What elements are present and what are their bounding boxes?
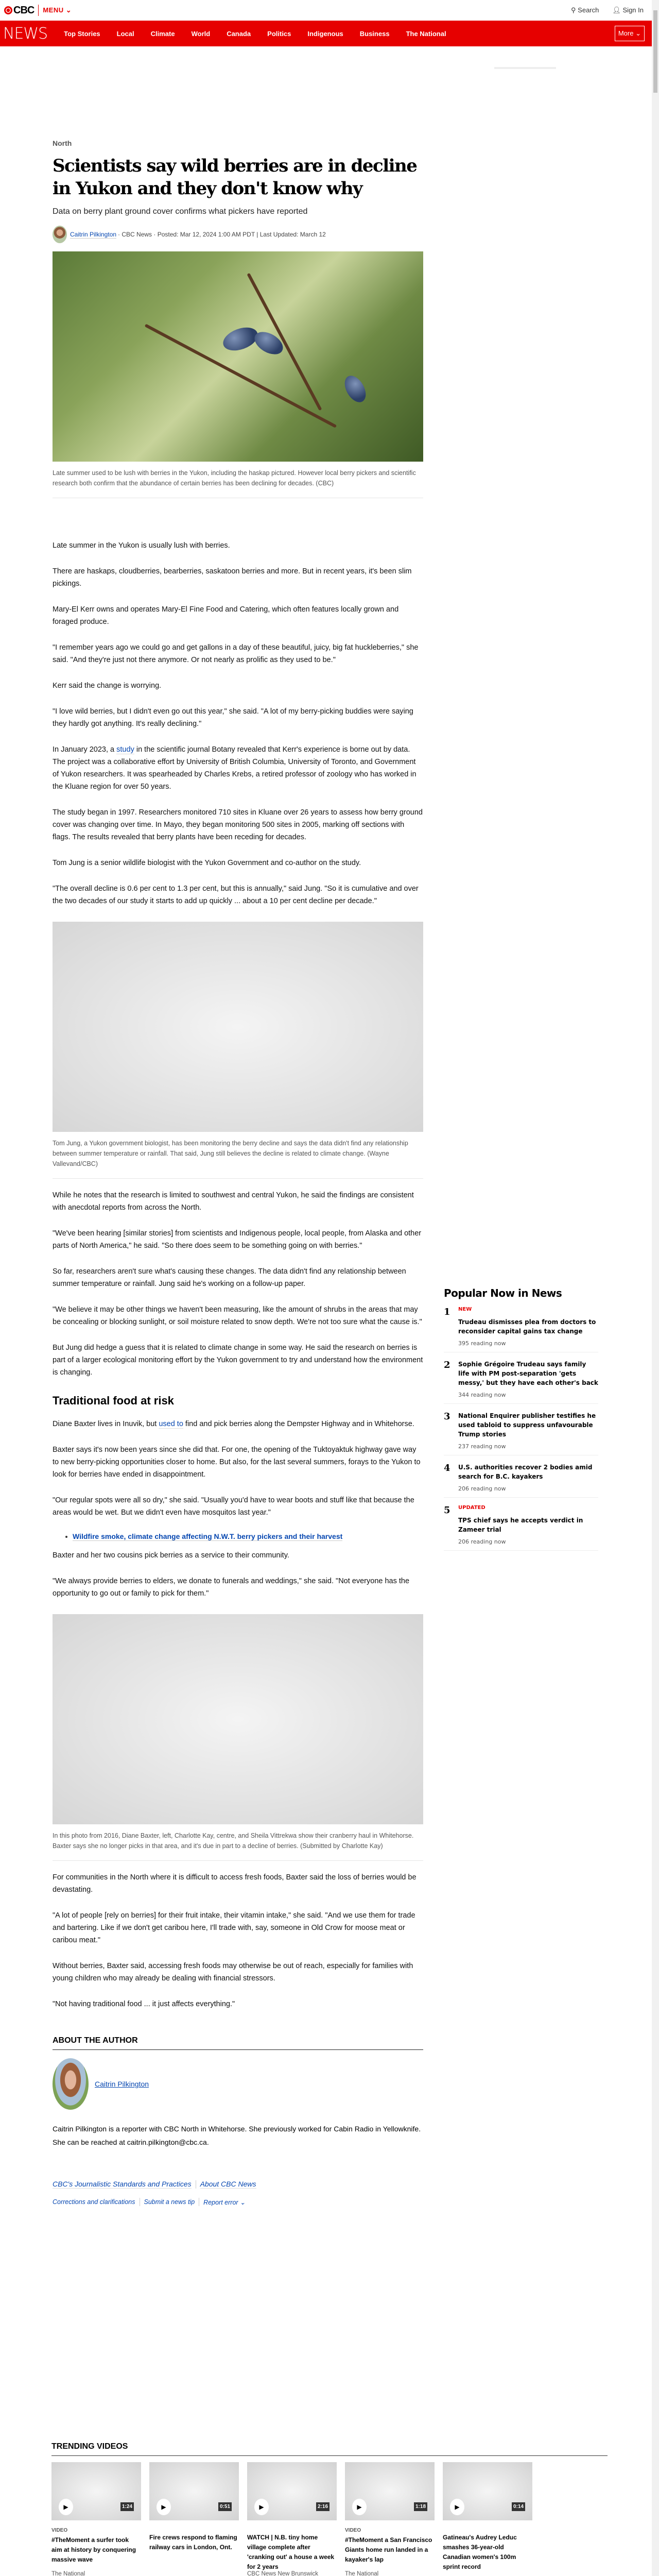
nav-politics[interactable]: Politics — [267, 29, 291, 38]
search-icon: ⚲ — [571, 6, 576, 14]
scrollbar[interactable] — [652, 0, 659, 2576]
card-source — [51, 2571, 85, 2576]
paragraph: But Jung did hedge a guess that it is related to climate change in some way. He said the research on berries is part of a larger ecological monitoring effort by the Yukon government to try and understand how the environment is changing. — [53, 1344, 423, 1377]
content-card[interactable] — [443, 2462, 532, 2576]
about-author — [53, 2058, 423, 2110]
reading-count: 395 reading now — [458, 1340, 506, 1347]
card-thumbnail[interactable] — [345, 2462, 435, 2520]
headline: Scientists say wild berries are in decline in Yukon and they don't know why — [53, 156, 417, 199]
signin-button[interactable] — [612, 6, 644, 14]
berry-shape — [340, 372, 370, 405]
play-icon[interactable]: ▶ — [157, 2499, 171, 2515]
content-card[interactable] — [345, 2462, 435, 2576]
related-link-item — [65, 1532, 423, 1541]
author-photo — [53, 2058, 89, 2110]
card-title[interactable]: Gatineau's Audrey Leduc smashes 36-year-old Canadian women's 100m sprint record — [443, 2534, 517, 2570]
popular-body — [458, 1411, 598, 1450]
play-icon[interactable]: ▶ — [254, 2499, 269, 2515]
card-thumbnail[interactable] — [247, 2462, 337, 2520]
popular-title[interactable]: Sophie Grégoire Trudeau says family life with PM post-separation 'gets messy,' but they have each other's back — [458, 1361, 598, 1386]
top-bar — [0, 0, 659, 21]
popular-rank: 1 — [444, 1307, 450, 1317]
news-nav — [0, 21, 652, 46]
paragraph — [53, 743, 423, 793]
paragraph: "We've been hearing [similar stories] from scientists and Indigenous people, local people, from Alaska and other parts of North America," he said. "So there does seem to be something going on with berries." — [53, 1229, 422, 1250]
corrections-link[interactable]: Corrections and clarifications — [53, 2198, 135, 2206]
paragraph: "I love wild berries, but I didn't even go out this year," she said. "A lot of my berry-picking buddies were saying they hardly got anything. It's really declining." — [53, 707, 413, 728]
paragraph: There are haskaps, cloudberries, bearberries, saskatoon berries and more. But in recent years, it's been slim pickings. — [53, 567, 412, 588]
popular-heading: Popular Now in News — [444, 1287, 562, 1299]
source-text: The National — [345, 2571, 379, 2576]
popular-item[interactable] — [444, 1498, 598, 1551]
menu-label: MENU — [43, 6, 64, 14]
signin-label: Sign In — [622, 6, 644, 14]
about-author-heading: ABOUT THE AUTHOR — [53, 2036, 423, 2050]
paragraph: "I remember years ago we could go and get gallons in a day of these beautiful, juicy, big fat huckleberries," she said. "And they're just not there anymore. Or not nearly as prolific as they used to be." — [53, 643, 419, 664]
author-bio: Caitrin Pilkington is a reporter with CBC North in Whitehorse. She previously worked for Cabin Radio in Yellowknife. She can be reached at caitrin.pilkington@cbc.ca. — [53, 2125, 421, 2146]
text: in the scientific journal Botany revealed that Kerr's experience is borne out by data. The project was a collaborative effort by University of British Columbia, University of Toronto, and Government of Yukon researchers. It was spearheaded by Charles Krebs, a retired professor of zoology who has worked in the Kluane region for over 50 years. — [53, 745, 417, 791]
more-button[interactable] — [615, 26, 645, 41]
card-thumbnail[interactable] — [443, 2462, 532, 2520]
popular-rank: 2 — [444, 1360, 450, 1370]
popular-title[interactable]: National Enquirer publisher testifies he used tabloid to suppress unfavourable Trump stories — [458, 1412, 596, 1438]
menu-button[interactable] — [43, 6, 72, 14]
search-label: Search — [578, 6, 599, 14]
paragraph — [53, 1418, 423, 1430]
card-title[interactable]: #TheMoment a San Francisco Giants home run landed in a kayaker's lap — [345, 2536, 432, 2563]
card-title[interactable]: WATCH | N.B. tiny home village complete after 'cranking out' a house a week for 2 years — [247, 2534, 335, 2570]
paragraph: "We believe it may be other things we haven't been measuring, like the amount of shrubs in the areas that may be concealing or blocking sunlight, or soil moisture related to snow depth. We're not too sure what the cause is." — [53, 1306, 422, 1326]
paragraph: Tom Jung is a senior wildlife biologist with the Yukon Government and co-author on the study. — [53, 859, 361, 867]
card-title[interactable]: Fire crews respond to flaming railway cars in London, Ont. — [149, 2534, 237, 2551]
popular-rank: 4 — [444, 1463, 450, 1473]
cbc-gem-icon — [4, 6, 12, 14]
scrollbar-thumb[interactable] — [653, 10, 657, 93]
nav-top-stories[interactable]: Top Stories — [64, 29, 100, 38]
submit-tip-link[interactable]: Submit a news tip — [144, 2198, 195, 2206]
more-label: More — [618, 29, 634, 37]
paragraph: "We always provide berries to elders, we donate to funerals and weddings," she said. "Not everyone has the opportunity to go out or family to pick for them." — [53, 1577, 410, 1598]
popular-item[interactable] — [444, 1299, 598, 1352]
cbc-logo[interactable] — [4, 5, 34, 16]
author-profile-link[interactable]: Caitrin Pilkington — [95, 2080, 149, 2088]
divider — [38, 5, 39, 16]
paragraph: For communities in the North where it is difficult to access fresh foods, Baxter said the loss of berries would be devastating. — [53, 1873, 417, 1894]
popular-item[interactable] — [444, 1455, 598, 1498]
card-title[interactable]: #TheMoment a surfer took aim at history by conquering massive wave — [51, 2536, 136, 2563]
popular-body — [458, 1463, 598, 1492]
hero-image — [53, 251, 423, 462]
byline-meta: · CBC News · Posted: Mar 12, 2024 1:00 AM PDT | Last Updated: March 12 — [118, 231, 326, 238]
paragraph: Baxter says it's now been years since she did that. For one, the opening of the Tuktoyaktuk highway gave way to new berry-picking opportunities closer to home. But also, for the last several summers, forays to the Yukon to look for berries have ended in disappointment. — [53, 1446, 421, 1479]
byline — [53, 226, 423, 243]
popular-body — [458, 1360, 598, 1398]
chevron-down-icon: ⌄ — [635, 29, 641, 37]
card-label: VIDEO — [345, 2528, 361, 2533]
cbc-logo-text: CBC — [13, 4, 34, 16]
video-duration: 0:51 — [218, 2502, 232, 2511]
paragraph: "Not having traditional food ... it just affects everything." — [53, 2000, 235, 2008]
popular-badge: NEW — [458, 1307, 472, 1312]
news-brand[interactable]: NEWS — [3, 24, 48, 43]
popular-body — [458, 1307, 598, 1347]
photo-berry-pickers — [53, 1614, 423, 1824]
content-card[interactable] — [247, 2462, 337, 2576]
report-error-label: Report error — [203, 2198, 238, 2206]
paragraph: "A lot of people [rely on berries] for their fruit intake, their vitamin intake," she said. "And we use them for trade and bartering. Like if we don't get caribou here, I'll trade with, say, someone in Old Crow for moose meat or caribou meat." — [53, 1911, 415, 1944]
popular-rank: 3 — [444, 1411, 450, 1422]
paragraph: Without berries, Baxter said, accessing fresh foods may otherwise be out of reach, especially for families with young children who may already be dealing with financial stressors. — [53, 1962, 413, 1982]
paragraph: Late summer in the Yukon is usually lush with berries. — [53, 541, 230, 550]
play-icon[interactable]: ▶ — [450, 2499, 464, 2515]
content-card[interactable] — [149, 2462, 239, 2576]
report-error-button[interactable] — [203, 2198, 245, 2206]
nav-local[interactable]: Local — [116, 29, 134, 38]
paragraph: While he notes that the research is limited to southwest and central Yukon, he said the findings are consistent with anecdotal reports from across the North. — [53, 1191, 414, 1212]
paragraph: The study began in 1997. Researchers monitored 710 sites in Kluane over 26 years to assess how berry ground cover was changing over time. In Mayo, they began monitoring 500 sites in 2005, marking off sections with flags. The results revealed that berry plants have been receding for decades. — [53, 808, 423, 841]
chevron-down-icon: ⌄ — [65, 6, 72, 14]
play-icon[interactable]: ▶ — [352, 2499, 367, 2515]
paragraph: Kerr said the change is worrying. — [53, 682, 162, 690]
tool-links — [53, 2198, 423, 2206]
content-card[interactable] — [51, 2462, 141, 2576]
popular-title[interactable]: Trudeau dismisses plea from doctors to reconsider capital gains tax change — [458, 1318, 596, 1335]
video-duration: 2:16 — [316, 2502, 330, 2511]
section-label[interactable]: North — [53, 139, 72, 147]
popular-now — [444, 1287, 598, 1551]
paragraph: So far, researchers aren't sure what's causing these changes. The data didn't find any relationship between summer temperature or rainfall. Jung said he's working on a follow-up paper. — [53, 1267, 406, 1288]
photo-tom-jung — [53, 922, 423, 1132]
card-thumbnail[interactable] — [149, 2462, 239, 2520]
nav-climate[interactable]: Climate — [150, 29, 175, 38]
popular-title[interactable]: TPS chief says he accepts verdict in Zameer trial — [458, 1517, 583, 1533]
standards-link[interactable]: CBC's Journalistic Standards and Practices — [53, 2180, 192, 2188]
card-source — [247, 2571, 318, 2576]
popular-body — [458, 1505, 598, 1545]
paragraph: "The overall decline is 0.6 per cent to 1.3 per cent, but this is annually," said Jung. "So it is cumulative and over the two decades of our study it starts to add up quickly ... about a 10 per cent decline per decade." — [53, 885, 419, 905]
text: In January 2023, a — [53, 745, 117, 754]
photo-caption: In this photo from 2016, Diane Baxter, left, Charlotte Kay, centre, and Sheila Vittrekwa show their cranberry haul in Whitehorse. Baxter says she no longer picks in that area, and it's due in part to a decline of berries. (Submitted by Charlotte Kay) — [53, 1831, 423, 1861]
popular-title[interactable]: U.S. authorities recover 2 bodies amid search for B.C. kayakers — [458, 1464, 593, 1480]
user-icon: 👤︎ — [612, 6, 621, 14]
about-cbc-news-link[interactable]: About CBC News — [200, 2180, 256, 2188]
study-link[interactable]: study — [116, 745, 134, 754]
nav-indigenous[interactable]: Indigenous — [307, 29, 343, 38]
subheading: Traditional food at risk — [53, 1394, 174, 1407]
nav-canada[interactable]: Canada — [227, 29, 251, 38]
trending-heading: TRENDING VIDEOS — [51, 2442, 608, 2456]
text: find and pick berries along the Dempster Highway and in Whitehorse. — [183, 1420, 414, 1428]
chevron-down-icon: ⌄ — [240, 2198, 246, 2206]
ad-placeholder — [494, 67, 556, 69]
reading-count: 206 reading now — [458, 1485, 506, 1492]
paragraph: Baxter and her two cousins pick berries as a service to their community. — [53, 1551, 289, 1560]
popular-item[interactable] — [444, 1352, 598, 1404]
card-label: VIDEO — [51, 2528, 68, 2533]
author-link[interactable]: Caitrin Pilkington — [70, 230, 117, 238]
bullet-icon — [65, 1536, 67, 1538]
nav-the-national[interactable]: The National — [406, 29, 446, 38]
card-thumbnail[interactable] — [51, 2462, 141, 2520]
hero-caption: Late summer used to be lush with berries in the Yukon, including the haskap pictured. However local berry pickers and scientific research both confirm that the abundance of certain berries has been declining for decades. (CBC) — [53, 468, 423, 498]
search-button[interactable] — [571, 6, 599, 14]
source-text: The National — [51, 2571, 85, 2576]
card-source — [345, 2571, 378, 2576]
deck: Data on berry plant ground cover confirms what pickers have reported — [53, 207, 308, 216]
play-icon[interactable]: ▶ — [59, 2499, 73, 2515]
trending-videos — [51, 2442, 608, 2576]
text: Diane Baxter lives in Inuvik, but — [53, 1420, 159, 1428]
popular-badge: UPDATED — [458, 1505, 485, 1511]
author-avatar — [53, 226, 67, 243]
photo-caption: Tom Jung, a Yukon government biologist, has been monitoring the berry decline and says the data didn't find any relationship between summer temperature or rainfall. That said, Jung still believes the decline is related to climate change. (Wayne Vallevand/CBC) — [53, 1138, 423, 1179]
reading-count: 237 reading now — [458, 1443, 506, 1450]
used-to-link[interactable]: used to — [159, 1420, 183, 1428]
reading-count: 344 reading now — [458, 1392, 506, 1398]
article-body — [53, 539, 423, 2010]
paragraph: "Our regular spots were all so dry," she said. "Usually you'd have to wear boots and stuff like that because the areas would be wet. But we didn't even have mosquitos last year." — [53, 1496, 414, 1517]
source-text: CBC News New Brunswick — [247, 2571, 319, 2576]
paragraph: Mary-El Kerr owns and operates Mary-El Fine Food and Catering, which often features locally grown and foraged produce. — [53, 605, 399, 626]
video-duration: 1:18 — [414, 2502, 427, 2511]
popular-rank: 5 — [444, 1505, 450, 1516]
popular-item[interactable] — [444, 1404, 598, 1455]
reading-count: 206 reading now — [458, 1538, 506, 1545]
nav-business[interactable]: Business — [359, 29, 390, 38]
article — [53, 139, 423, 2206]
standards-links — [53, 2180, 423, 2189]
video-duration: 0:14 — [512, 2502, 525, 2511]
related-link[interactable]: Wildfire smoke, climate change affecting N.W.T. berry pickers and their harvest — [73, 1532, 343, 1540]
video-duration: 1:24 — [120, 2502, 134, 2511]
nav-world[interactable]: World — [191, 29, 211, 38]
